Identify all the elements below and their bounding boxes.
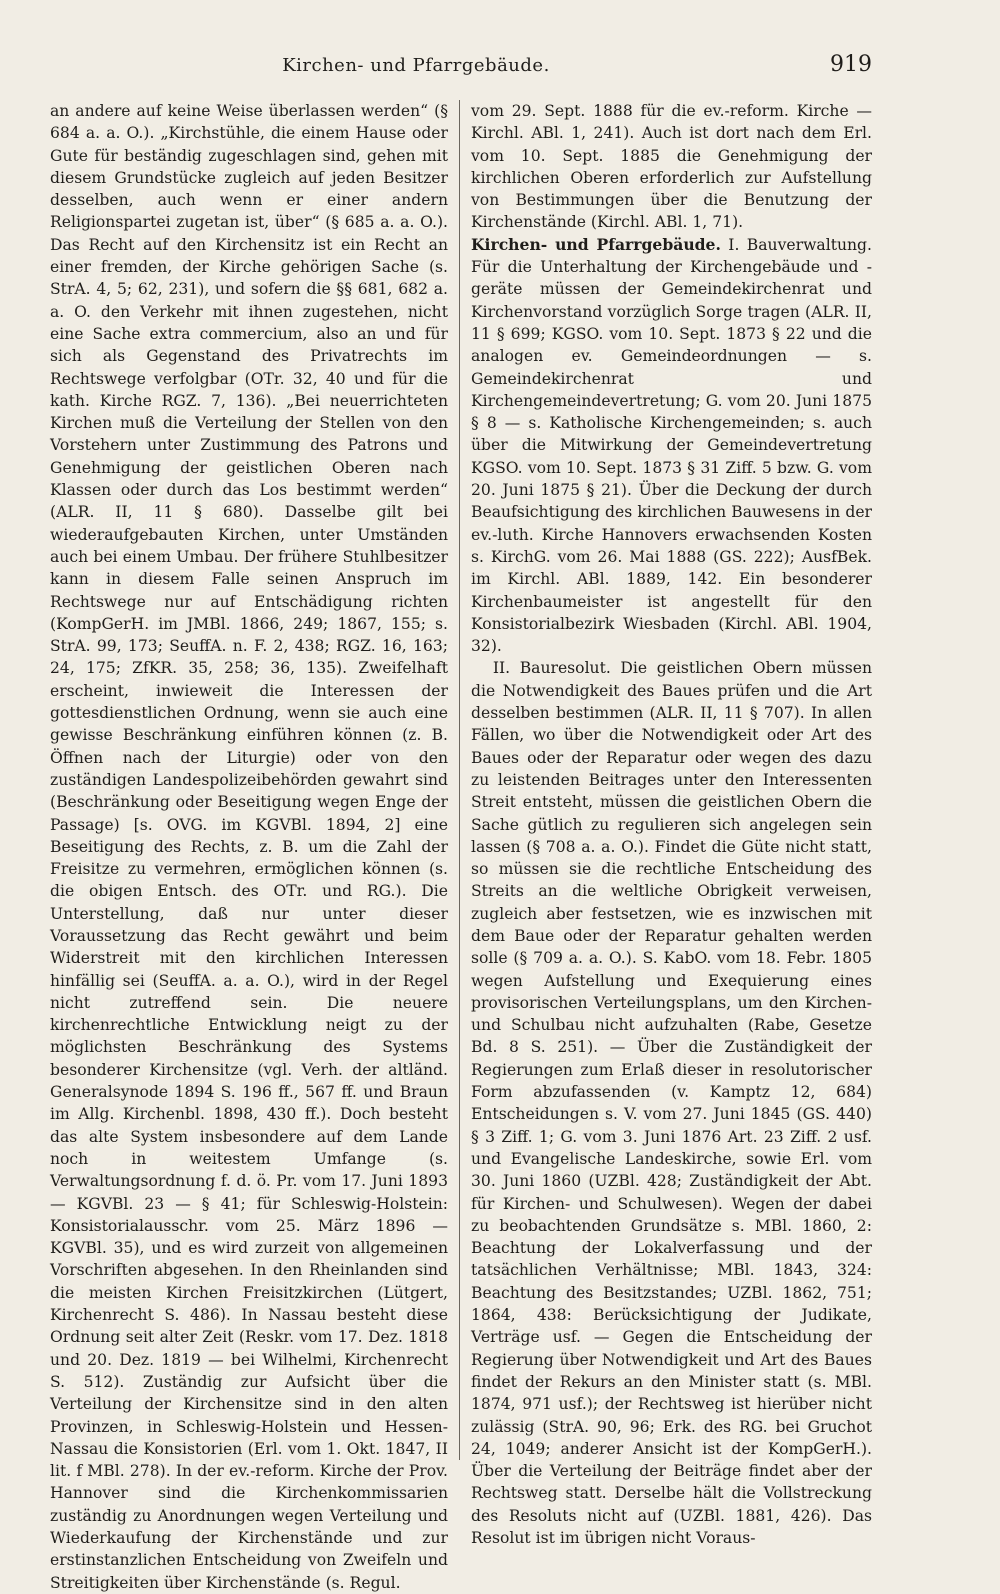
section-heading: Kirchen- und Pfarrgebäude. xyxy=(471,234,721,254)
page-number: 919 xyxy=(830,52,872,77)
right-column xyxy=(471,100,872,1547)
column-divider xyxy=(459,100,460,1460)
left-column xyxy=(50,100,448,1592)
running-head: Kirchen- und Pfarrgebäude. xyxy=(282,55,550,76)
left-column-text: an andere auf keine Weise überlassen werden“ (§ 684 a. a. O.). „Kirchstühle, die einem Hause oder Gute für beständig zugeschlagen sind, gehen mit diesem Grundstücke zugleich auf jeden Besitzer desselben, auch wenn er einer andern Religionspartei zugetan ist, über“ (§ 685 a. a. O.). Das Recht auf den Kirchensitz ist ein Recht an einer fremden, der Kirche gehörigen Sache (s. StrA. 4, 5; 62, 231), und sofern die §§ 681, 682 a. a. O. den Verkehr mit ihnen zugestehen, nicht eine Sache extra commercium, also an und für sich als Gegenstand des Privatrechts im Rechtswege verfolgbar (OTr. 32, 40 und für die kath. Kirche RGZ. 7, 136). „Bei neuerrichteten Kirchen muß die Verteilung der Stellen von den Vorstehern unter Zustimmung des Patrons und Genehmigung der geistlichen Oberen nach Klassen oder durch das Los bestimmt werden“ (ALR. II, 11 § 680). Dasselbe gilt bei wiederaufgebauten Kirchen, unter Umständen auch bei einem Umbau. Der frühere Stuhlbesitzer kann in diesem Falle seinen Anspruch im Rechtswege nur auf Entschädigung richten (KompGerH. im JMBl. 1866, 249; 1867, 155; s. StrA. 99, 173; SeuffA. n. F. 2, 438; RGZ. 16, 163; 24, 175; ZfKR. 35, 258; 36, 135). Zweifelhaft erscheint, inwieweit die Interessen der gottesdienstlichen Ordnung, wenn sie auch eine gewisse Beschränkung einführen können (z. B. Öffnen nach der Liturgie) oder von den zuständigen Landespolizeibehörden gewahrt sind (Beschränkung oder Beseitigung wegen Enge der Passage) [s. OVG. im KGVBl. 1894, 2] eine Beseitigung des Rechts, z. B. um die Zahl der Freisitze zu vermehren, ermöglichen können (s. die obigen Entsch. des OTr. und RG.). Die Unterstellung, daß nur unter dieser Voraussetzung das Recht gewährt und beim Widerstreit mit den kirchlichen Interessen hinfällig sei (SeuffA. a. a. O.), wird in der Regel nicht zutreffend sein. Die neuere kirchenrechtliche Entwicklung neigt zu der möglichsten Beschränkung des Systems besonderer Kirchensitze (vgl. Verh. der altländ. Generalsynode 1894 S. 196 ff., 567 ff. und Braun im Allg. Kirchenbl. 1898, 430 ff.). Doch besteht das alte System insbesondere auf dem Lande noch in weitestem Umfange (s. Verwaltungsordnung f. d. ö. Pr. vom 17. Juni 1893 — KGVBl. 23 — § 41; für Schleswig-Holstein: Konsistorialausschr. vom 25. März 1896 — KGVBl. 35), und es wird zurzeit von allgemeinen Vorschriften abgesehen. In den Rheinlanden sind die meisten Kirchen Freisitzkirchen (Lütgert, Kirchenrecht S. 486). In Nassau besteht diese Ordnung seit alter Zeit (Reskr. vom 17. Dez. 1818 und 20. Dez. 1819 — bei Wilhelmi, Kirchenrecht S. 512). Zuständig zur Aufsicht über die Verteilung der Kirchensitze sind in den alten Provinzen, in Schleswig-Holstein und Hessen-Nassau die Konsistorien (Erl. vom 1. Okt. 1847, II lit. f MBl. 278). In der ev.-reform. Kirche der Prov. Hannover sind die Kirchenkommissarien zuständig zu Anordnungen wegen Verteilung und Wiederkaufung der Kirchenstände und zur erstinstanzlichen Entscheidung von Zweifeln und Streitigkeiten über Kirchenstände (s. Regul. xyxy=(50,102,448,1592)
right-column-paragraph-2 xyxy=(471,234,872,658)
page-header xyxy=(50,52,872,87)
right-column-paragraph-1: vom 29. Sept. 1888 für die ev.-reform. Kirche — Kirchl. ABl. 1, 241). Auch ist dort nach dem Erl. vom 10. Sept. 1885 die Genehmigung der kirchlichen Oberen erforderlich zur Aufstellung von Bestimmungen über die Benutzung der Kirchenstände (Kirchl. ABl. 1, 71). xyxy=(471,102,872,232)
section-text: I. Bauverwaltung. Für die Unterhaltung der Kirchengebäude und -geräte müssen der Gemeindekirchenrat und Kirchenvorstand vorzüglich Sorge tragen (ALR. II, 11 § 699; KGSO. vom 10. Sept. 1873 § 22 und die analogen ev. Gemeindeordnungen — s. Gemeindekirchenrat und Kirchengemeindevertretung; G. vom 20. Juni 1875 § 8 — s. Katholische Kirchengemeinden; s. auch über die Mitwirkung der Gemeindevertretung KGSO. vom 10. Sept. 1873 § 31 Ziff. 5 bzw. G. vom 20. Juni 1875 § 21). Über die Deckung der durch Beaufsichtigung des kirchlichen Bauwesens in der ev.-luth. Kirche Hannovers erwachsenden Kosten s. KirchG. vom 26. Mai 1888 (GS. 222); AusfBek. im Kirchl. ABl. 1889, 142. Ein besonderer Kirchenbaumeister ist angestellt für den Konsistorialbezirk Wiesbaden (Kirchl. ABl. 1904, 32). xyxy=(471,235,872,656)
right-column-paragraph-3: II. Bauresolut. Die geistlichen Obern müssen die Notwendigkeit des Baues prüfen und die Art desselben bestimmen (ALR. II, 11 § 707). In allen Fällen, wo über die Notwendigkeit oder Art des Baues oder der Reparatur oder wegen des dazu zu leistenden Beitrages unter den Interessenten Streit entsteht, müssen die geistlichen Obern die Sache gütlich zu regulieren sich angelegen sein lassen (§ 708 a. a. O.). Findet die Güte nicht statt, so müssen sie die rechtliche Entscheidung des Streits an die weltliche Obrigkeit verweisen, zugleich aber festsetzen, wie es inzwischen mit dem Baue oder der Reparatur gehalten werden solle (§ 709 a. a. O.). S. KabO. vom 18. Febr. 1805 wegen Aufstellung und Exequierung eines provisorischen Verteilungsplans, um den Kirchen- und Schulbau nicht aufzuhalten (Rabe, Gesetze Bd. 8 S. 251). — Über die Zuständigkeit der Regierungen zum Erlaß dieser in resolutorischer Form abzufassenden (v. Kamptz 12, 684) Entscheidungen s. V. vom 27. Juni 1845 (GS. 440) § 3 Ziff. 1; G. vom 3. Juni 1876 Art. 23 Ziff. 2 usf. und Evangelische Landeskirche, sowie Erl. vom 30. Juni 1860 (UZBl. 428; Zuständigkeit der Abt. für Kirchen- und Schulwesen). Wegen der dabei zu beobachtenden Grundsätze s. MBl. 1860, 2: Beachtung der Lokalverfassung und der tatsächlichen Verhältnisse; MBl. 1843, 324: Beachtung des Besitzstandes; UZBl. 1862, 751; 1864, 438: Berücksichtigung der Judikate, Verträge usf. — Gegen die Entscheidung der Regierung über Notwendigkeit und Art des Baues findet der Rekurs an den Minister statt (s. MBl. 1874, 971 usf.); der Rechtsweg ist hierüber nicht zulässig (StrA. 90, 96; Erk. des RG. bei Gruchot 24, 1049; anderer Ansicht ist der KompGerH.). Über die Verteilung der Beiträge findet aber der Rechtsweg statt. Derselbe hält die Vollstreckung des Resoluts nicht auf (UZBl. 1881, 426). Das Resolut ist im übrigen nicht Voraus- xyxy=(471,659,872,1547)
